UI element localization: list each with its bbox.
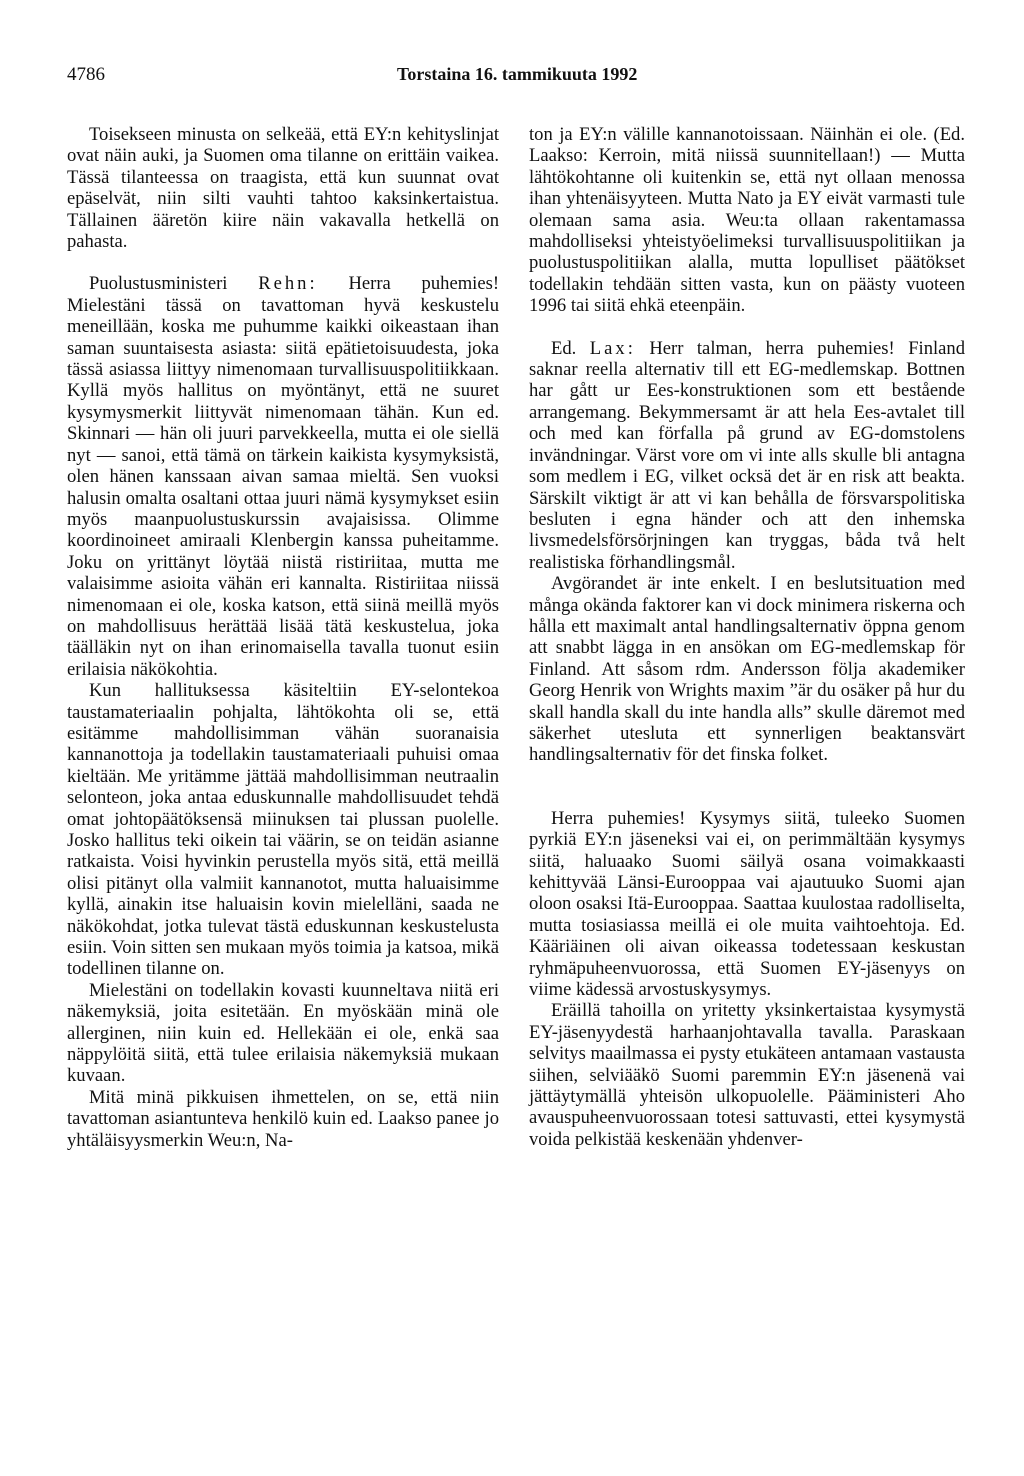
running-head: Torstaina 16. tammikuuta 1992: [397, 64, 638, 84]
paragraph-continued: ton ja EY:n välille kannanotoissaan. Näinhän ei ole. (Ed. Laakso: Kerroin, mitä niissä suunnitellaan!) — Mutta lähtökohtanne oli kuitenkin se, että nyt ollaan menossa ihan yhtenäisyyteen. Mutta Nato ja EY eivät varmasti tule olemaan sama asia. Weu:ta ollaan rakentamassa mahdolliseksi yhteistyöelimeksi turvallisuuspolitiikan ja puolustuspolitiikan alalla, mutta lopulliset päätökset todellakin tehdään sitten vasta, kun on päästy vuoteen 1996 tai siitä ehkä eteenpäin.: [529, 124, 965, 317]
left-column: [67, 124, 499, 1151]
page-header: [67, 64, 957, 90]
speech-paragraph: [67, 273, 499, 680]
paragraph: Toisekseen minusta on selkeää, että EY:n kehityslinjat ovat näin auki, ja Suomen oma tilanne on erittäin vaikea. Tässä tilanteessa on traagista, että kun suunnat ovat epäselvät, niin silti vauhti tahtoo kaksinkertaistua. Tällainen ääretön kiire näin vakavalla hetkellä on pahasta.: [67, 124, 499, 253]
speaker-role: Ed.: [551, 337, 577, 359]
speaker-name: Lax:: [589, 337, 636, 359]
speech-paragraph: [529, 338, 965, 573]
speaker-name: Rehn:: [258, 273, 318, 295]
page-number: 4786: [67, 64, 105, 85]
paragraph: Mitä minä pikkuisen ihmettelen, on se, että niin tavattoman asiantunteva henkilö kuin ed. Laakso panee jo yhtäläisyysmerkin Weu:n, Na-: [67, 1086, 499, 1151]
speech-text: Herr talman, herra puhemies! Finland saknar reella alternativ till ett EG-medlemskap. Bottnen har gått ur Ees-konstruktionen som ett bestående arrangemang. Bekymmersamt är att hela Ees-avtalet till och med kan förfalla på grund av EG-domstolens invändningar. Värst vore om vi inte alls skulle bli antagna som medlem i EG, vilket ocksä det är en risk att beakta. Särskilt viktigt är att vi kan behålla de försvarspolitiska besluten i egna händer och att den inhemska livsmedelsförsörjningen kan tryggas, båda två helt realistiska förhandlingsmål.: [529, 337, 966, 573]
paragraph: Herra puhemies! Kysymys siitä, tuleeko Suomen pyrkiä EY:n jäseneksi vai ei, on perimmältään kysymys siitä, haluaako Suomi säilyä osana voimakkaasti kehittyvää Länsi-Eurooppaa vai ajautuuko Suomi ajan oloon osaksi Itä-Eurooppaa. Saattaa kuulostaa radolliselta, mutta tosiasiassa meillä ei ole muita vaihtoehtoja. Ed. Kääriäinen oli aivan oikeassa todetessaan keskustan ryhmäpuheenvuorossa, että Suomen EY-jäsenyys on viime kädessä arvostuskysymys.: [529, 807, 965, 1001]
paragraph: Kun hallituksessa käsiteltiin EY-selontekoa taustamateriaalin pohjalta, lähtökohta oli se, että esitämme mahdollisimman vähän suoranaisia kannanottoja ja todellakin taustamateriaali puhuisi omaa kieltään. Me yritämme jättää mahdollisimman neutraalin selonteon, joka antaa eduskunnalle mahdollisuudet tehdä omat johtopäätöksensä miinuksen tai plussan puolelle. Josko hallitus teki oikein tai väärin, se on teidän asianne ratkaista. Voisi hyvinkin perustella myös sitä, että meillä olisi pitänyt olla valmiit kannanotot, mutta haluaisimme kyllä, ainakin itse haluaisin kovin mielelläni, saada ne näkökohdat, jotka tulevat tästä eduskunnan keskustelusta esiin. Voin sitten sen mukaan myös toimia ja katsoa, mikä todellinen tilanne on.: [67, 680, 499, 980]
speech-text: Herra puhemies! Mielestäni tässä on tavattoman hyvä keskustelu meneillään, koska me puhumme kaikki oikeastaan ihan saman suuntaisesta asiasta: siitä epätietoisuudesta, joka tässä asiassa liittyy nimenomaan turvallisuuspolitiikkaan. Kyllä myös hallitus on myöntänyt, että ne suuret kysymysmerkit liittyvät nimenomaan tähän. Kun ed. Skinnari — hän oli juuri parvekkeella, mutta ei ole siellä nyt — sanoi, että tämä on tärkein kaikista kysymyksistä, olen hänen kanssaan aivan samaa mieltä. Sen vuoksi halusin omalta osaltani ottaa juuri nämä kysymykset esiin myös maanpuolustuskurssin avajaisissa. Olimme koordinoineet amiraali Klenbergin kanssa puheitamme. Joku on yrittänyt löytää niistä ristiriitaa, mutta me valaisimme asioita vähän eri kannalta. Ristiriitaa niissä nimenomaan ei ole, koska katson, että siinä meillä myös on mahdollisuus herättää lisää tätä keskustelua, joka täälläkin nyt on ihan erinomaisella tavalla tuonut esiin erilaisia näkökohtia.: [67, 273, 500, 680]
paragraph: Avgörandet är inte enkelt. I en beslutsituation med många okända faktorer kan vi dock minimera riskerna och hålla ett maximalt antal handlingsalternativ öppna genom att snabbt lägga in en ansökan om EG-medlemskap för Finland. Att såsom rdm. Andersson följa akademiker Georg Henrik von Wrights maxim ”är du osäker på hur du skall handla skall du inte handla alls” skulle däremot med säkerhet utesluta ett synnerligen beaktansvärt handlingsalternativ för det finska folket.: [529, 573, 965, 766]
paragraph: Eräillä tahoilla on yritetty yksinkertaistaa kysymystä EY-jäsenyydestä harhaanjohtavalla tavalla. Paraskaan selvitys maailmassa ei pysty etukäteen antamaan vastausta siihen, selviääkö Suomi paremmin EY:n jäsenenä vai jättäytymällä yhteisön ulkopuolelle. Pääministeri Aho avauspuheenvuorossaan totesi sattuvasti, ettei kysymystä voida pelkistää keskenään yhdenver-: [529, 1000, 965, 1150]
speaker-role: Puolustusministeri: [89, 273, 228, 295]
right-column: [529, 124, 965, 1150]
paragraph: Mielestäni on todellakin kovasti kuunneltava niitä eri näkemyksiä, joita esitetään. En myöskään minä ole allerginen, niin kuin ed. Hellekään ei ole, enkä saa näppylöitä siitä, että tulee erilaisia näkemyksiä mukaan kuvaan.: [67, 979, 499, 1087]
